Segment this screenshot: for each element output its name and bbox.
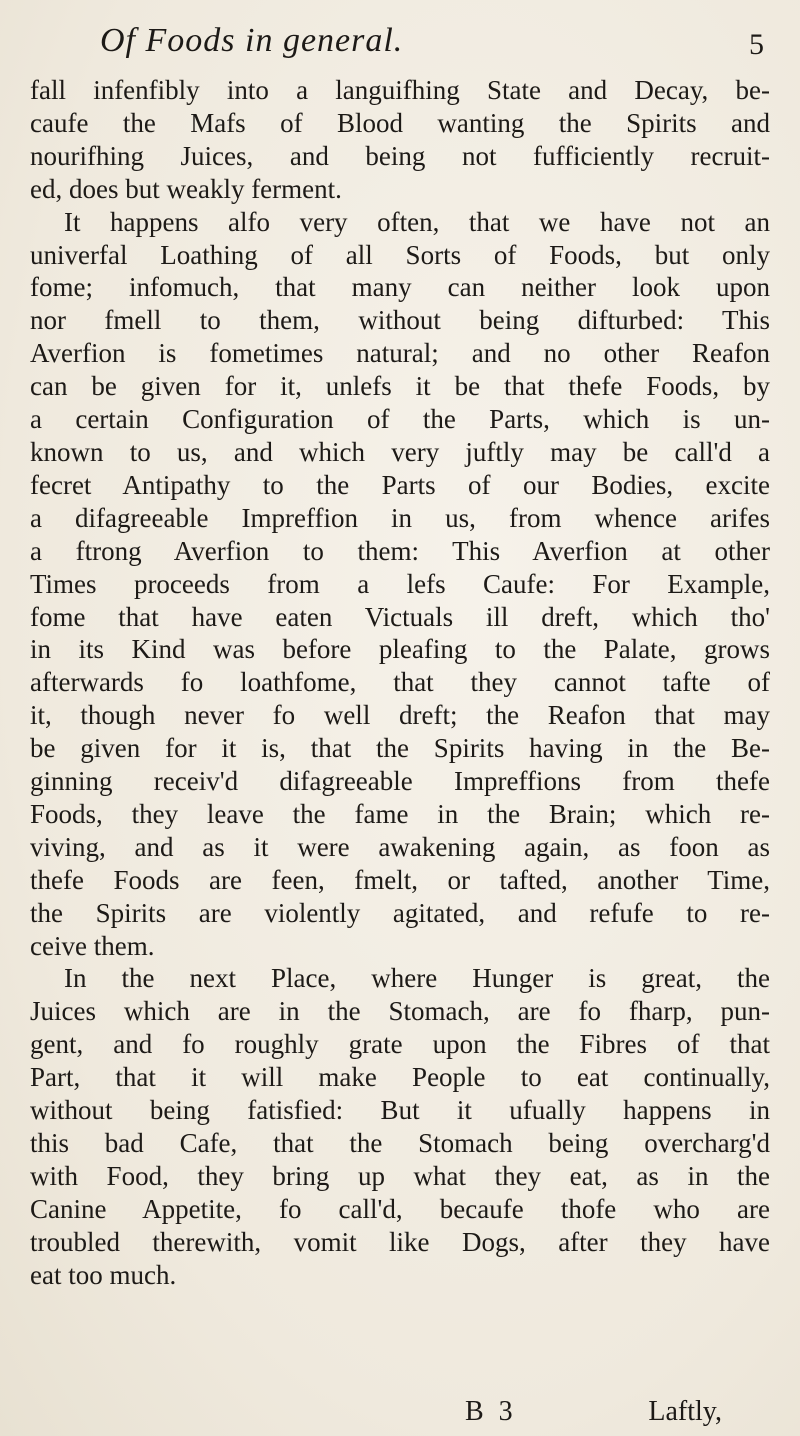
- text-line: fome; infomuch, that many can neither look upon: [30, 272, 770, 303]
- text-line: the Spirits are violently agitated, and refufe to re-: [30, 897, 770, 928]
- text-line: fall infenfibly into a languifhing State and Decay, be-: [30, 75, 770, 105]
- text-line: afterwards fo loathfome, that they cannot tafte of: [30, 667, 770, 698]
- text-line: known to us, and which very juftly may be call'd a: [30, 436, 770, 467]
- text-line: gent, and fo roughly grate upon the Fibres of that: [30, 1029, 770, 1060]
- text-line: a ftrong Averfion to them: This Averfion at other: [30, 535, 770, 566]
- text-line: nourifhing Juices, and being not fufficiently recruit-: [30, 140, 770, 171]
- text-line: a difagreeable Impreffion in us, from whence arifes: [30, 502, 770, 533]
- text-line: in its Kind was before pleafing to the Palate, grows: [30, 634, 770, 665]
- text-line: viving, and as it were awakening again, as foon as: [30, 831, 770, 862]
- page-footer: [0, 1396, 800, 1436]
- text-line: without being fatisfied: But it ufually happens in: [30, 1095, 770, 1126]
- text-line: fome that have eaten Victuals ill dreft, which tho': [30, 601, 770, 632]
- text-line: Averfion is fometimes natural; and no other Reafon: [30, 338, 770, 369]
- text-line: caufe the Mafs of Blood wanting the Spirits and: [30, 107, 770, 138]
- catchword: Laftly,: [648, 1396, 722, 1427]
- text-line: nor fmell to them, without being difturbed: This: [30, 305, 770, 336]
- signature-mark: B 3: [465, 1396, 517, 1427]
- text-line: a certain Configuration of the Parts, which is un-: [30, 404, 770, 435]
- text-line: ed, does but weakly ferment.: [30, 173, 342, 204]
- text-line: Juices which are in the Stomach, are fo fharp, pun-: [30, 996, 770, 1027]
- text-line: with Food, they bring up what they eat, as in the: [30, 1160, 770, 1191]
- text-line: It happens alfo very often, that we have not an: [64, 206, 770, 237]
- page-header: [0, 22, 800, 82]
- text-line: In the next Place, where Hunger is great, the: [64, 963, 770, 994]
- text-line: ceive them.: [30, 930, 155, 961]
- text-line: Canine Appetite, fo call'd, becaufe thofe who are: [30, 1193, 770, 1224]
- text-line: fecret Antipathy to the Parts of our Bodies, excite: [30, 469, 770, 500]
- text-line: Foods, they leave the fame in the Brain; which re-: [30, 798, 770, 829]
- text-line: eat too much.: [30, 1259, 177, 1290]
- page-number: 5: [749, 28, 764, 61]
- text-line: can be given for it, unlefs it be that thefe Foods, by: [30, 371, 770, 402]
- text-line: Times proceeds from a lefs Caufe: For Example,: [30, 568, 770, 599]
- body-text: [30, 74, 770, 1292]
- text-line: this bad Cafe, that the Stomach being overcharg'd: [30, 1128, 770, 1158]
- text-line: ginning receiv'd difagreeable Impreffions from thefe: [30, 766, 770, 797]
- text-line: be given for it is, that the Spirits having in the Be-: [30, 733, 770, 764]
- text-line: troubled therewith, vomit like Dogs, after they have: [30, 1226, 770, 1257]
- text-line: univerfal Loathing of all Sorts of Foods, but only: [30, 239, 770, 270]
- running-head: Of Foods in general.: [100, 22, 404, 59]
- text-line: Part, that it will make People to eat continually,: [30, 1062, 770, 1093]
- text-line: thefe Foods are feen, fmelt, or tafted, another Time,: [30, 864, 770, 895]
- text-line: it, though never fo well dreft; the Reafon that may: [30, 700, 770, 731]
